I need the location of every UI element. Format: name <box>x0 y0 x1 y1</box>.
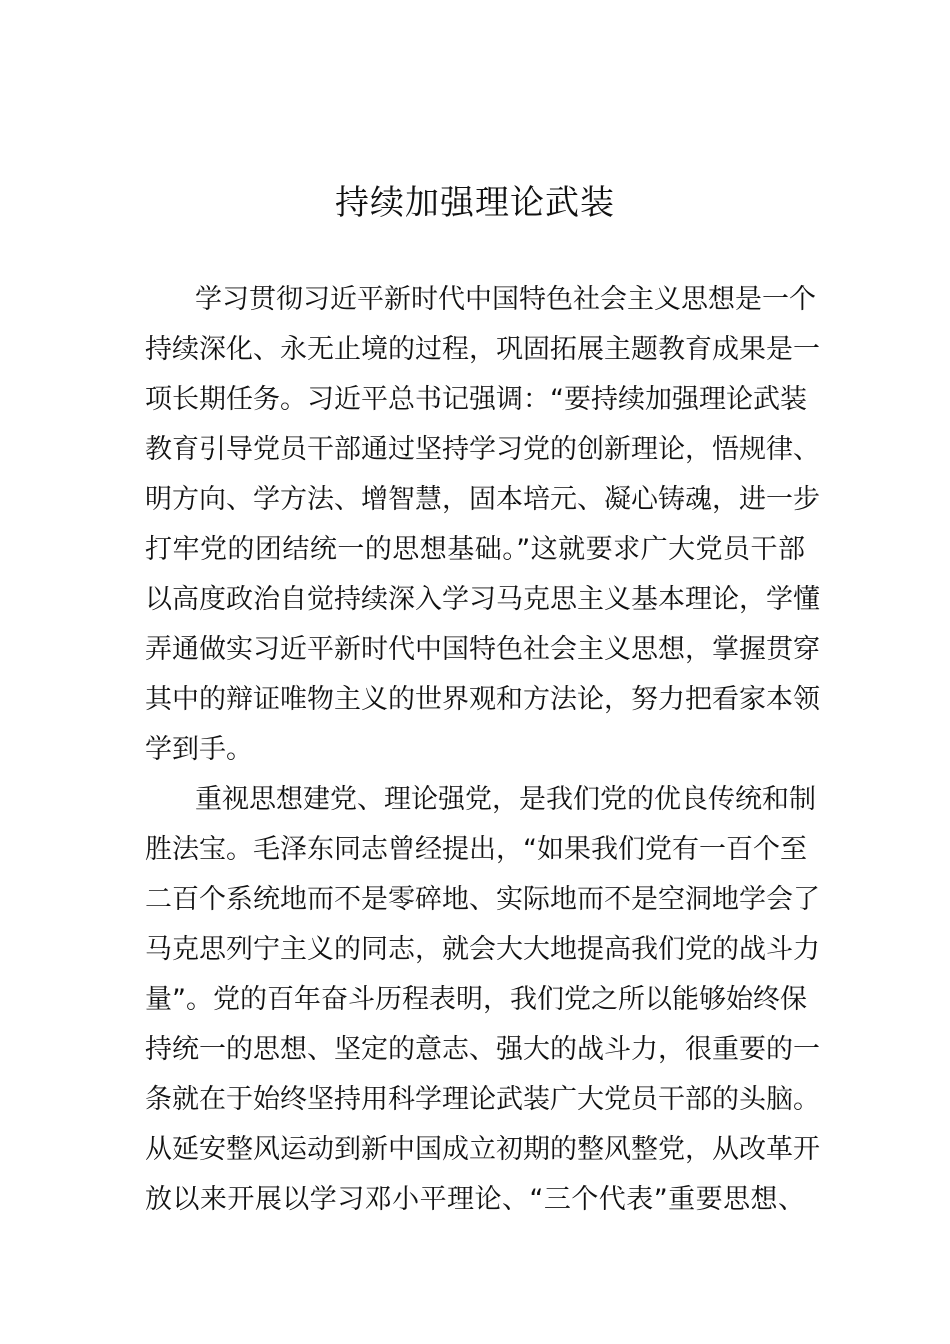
paragraph-2-line-3: 二百个系统地而不是零碎地、实际地而不是空洞地学会了 <box>145 884 820 915</box>
paragraph-1-line-7: 以高度政治自觉持续深入学习马克思主义基本理论，学懂 <box>145 584 820 615</box>
paragraph-2-line-6: 持统一的思想、坚定的意志、强大的战斗力，很重要的一 <box>145 1034 820 1065</box>
paragraph-1-line-2: 持续深化、永无止境的过程，巩固拓展主题教育成果是一 <box>145 334 820 365</box>
paragraph-1-line-6: 打牢党的团结统一的思想基础。”这就要求广大党员干部 <box>145 534 805 565</box>
paragraph-1-line-8: 弄通做实习近平新时代中国特色社会主义思想，掌握贯穿 <box>145 634 820 665</box>
paragraph-2-line-2: 胜法宝。毛泽东同志曾经提出，“如果我们党有一百个至 <box>145 834 807 865</box>
paragraph-2-line-4: 马克思列宁主义的同志，就会大大地提高我们党的战斗力 <box>145 934 820 965</box>
paragraph-2-line-1: 重视思想建党、理论强党，是我们党的优良传统和制 <box>195 784 816 815</box>
paragraph-2-line-9: 放以来开展以学习邓小平理论、“三个代表”重要思想、 <box>145 1184 805 1215</box>
paragraph-1-line-10: 学到手。 <box>145 734 253 765</box>
paragraph-2-line-8: 从延安整风运动到新中国成立初期的整风整党，从改革开 <box>145 1134 820 1165</box>
paragraph-2-line-5: 量”。党的百年奋斗历程表明，我们党之所以能够始终保 <box>145 984 807 1015</box>
paragraph-2-line-7: 条就在于始终坚持用科学理论武装广大党员干部的头脑。 <box>145 1084 820 1115</box>
paragraph-1-line-1: 学习贯彻习近平新时代中国特色社会主义思想是一个 <box>195 284 816 315</box>
paragraph-1-line-4: 教育引导党员干部通过坚持学习党的创新理论，悟规律、 <box>145 434 820 465</box>
document-body <box>145 275 820 1225</box>
document-title: 持续加强理论武装 <box>335 183 615 223</box>
paragraph-1-line-5: 明方向、学方法、增智慧，固本培元、凝心铸魂，进一步 <box>145 484 820 515</box>
paragraph-1-line-3: 项长期任务。习近平总书记强调：“要持续加强理论武装 <box>145 384 807 415</box>
paragraph-1-line-9: 其中的辩证唯物主义的世界观和方法论，努力把看家本领 <box>145 684 820 715</box>
